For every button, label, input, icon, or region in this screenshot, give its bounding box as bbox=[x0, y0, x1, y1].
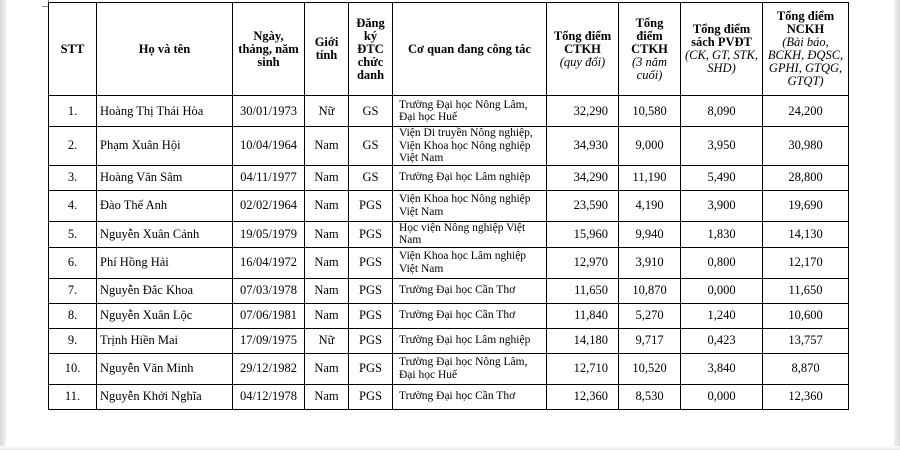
cell-title: PGS bbox=[349, 190, 393, 221]
header-ctkh3-main: Tổng điểm CTKH bbox=[631, 15, 668, 56]
header-nckh-main: Tổng điểm NCKH bbox=[776, 9, 835, 36]
cell-dob: 07/03/1978 bbox=[233, 278, 305, 303]
cell-ctkh3: 3,910 bbox=[619, 247, 681, 278]
cell-gender: Nam bbox=[305, 190, 349, 221]
table-row bbox=[49, 221, 849, 247]
cell-gender: Nam bbox=[305, 353, 349, 384]
cell-org: Viện Khoa học Lâm nghiệp Việt Nam bbox=[393, 247, 547, 278]
header-ctkh-sub: (quy đổi) bbox=[559, 54, 606, 69]
cell-stt: 2. bbox=[49, 127, 97, 166]
cell-dob: 10/04/1964 bbox=[233, 127, 305, 166]
cell-title: PGS bbox=[349, 328, 393, 353]
table-header-row bbox=[49, 3, 849, 96]
cell-stt: 7. bbox=[49, 278, 97, 303]
cell-stt: 3. bbox=[49, 165, 97, 190]
cell-pvdt: 1,240 bbox=[681, 303, 763, 328]
cell-gender: Nam bbox=[305, 303, 349, 328]
header-nckh-sub: (Bài báo, BCKH, ĐQSC, GPHI, GTQG, GTQT) bbox=[767, 35, 844, 88]
cell-nckh: 8,870 bbox=[763, 353, 849, 384]
cell-name: Nguyễn Khởi Nghĩa bbox=[97, 384, 233, 409]
cell-stt: 11. bbox=[49, 384, 97, 409]
cell-nckh: 11,650 bbox=[763, 278, 849, 303]
cell-pvdt: 3,840 bbox=[681, 353, 763, 384]
header-name: Họ và tên bbox=[97, 3, 233, 96]
table-row bbox=[49, 165, 849, 190]
cell-title: GS bbox=[349, 165, 393, 190]
header-pvdt-main: Tổng điểm sách PVĐT bbox=[691, 22, 752, 49]
header-pvdt bbox=[681, 3, 763, 96]
cell-ctkh: 12,970 bbox=[547, 247, 619, 278]
cell-dob: 17/09/1975 bbox=[233, 328, 305, 353]
table-row bbox=[49, 127, 849, 166]
cell-ctkh3: 10,520 bbox=[619, 353, 681, 384]
cell-title: PGS bbox=[349, 303, 393, 328]
cell-title: PGS bbox=[349, 221, 393, 247]
cell-ctkh: 34,930 bbox=[547, 127, 619, 166]
cell-org: Trường Đại học Nông Lâm, Đại học Huế bbox=[393, 96, 547, 127]
cell-ctkh3: 9,940 bbox=[619, 221, 681, 247]
header-ctkh3 bbox=[619, 3, 681, 96]
cell-name: Trịnh Hiền Mai bbox=[97, 328, 233, 353]
cell-dob: 19/05/1979 bbox=[233, 221, 305, 247]
header-org: Cơ quan đang công tác bbox=[393, 3, 547, 96]
header-pvdt-sub: (CK, GT, STK, SHD) bbox=[684, 48, 759, 75]
header-dob: Ngày, tháng, năm sinh bbox=[233, 3, 305, 96]
cell-ctkh: 12,360 bbox=[547, 384, 619, 409]
table-row bbox=[49, 353, 849, 384]
cell-ctkh: 12,710 bbox=[547, 353, 619, 384]
table-row bbox=[49, 190, 849, 221]
header-nckh bbox=[763, 3, 849, 96]
cell-nckh: 19,690 bbox=[763, 190, 849, 221]
header-ctkh bbox=[547, 3, 619, 96]
cell-ctkh3: 5,270 bbox=[619, 303, 681, 328]
cell-stt: 10. bbox=[49, 353, 97, 384]
cell-pvdt: 0,000 bbox=[681, 278, 763, 303]
cell-dob: 30/01/1973 bbox=[233, 96, 305, 127]
cell-title: PGS bbox=[349, 353, 393, 384]
cell-gender: Nữ bbox=[305, 328, 349, 353]
cell-gender: Nam bbox=[305, 221, 349, 247]
cell-dob: 29/12/1982 bbox=[233, 353, 305, 384]
cell-gender: Nam bbox=[305, 165, 349, 190]
cell-pvdt: 5,490 bbox=[681, 165, 763, 190]
cell-ctkh: 14,180 bbox=[547, 328, 619, 353]
cell-nckh: 13,757 bbox=[763, 328, 849, 353]
cell-ctkh: 32,290 bbox=[547, 96, 619, 127]
cell-org: Viện Di truyền Nông nghiệp, Viện Khoa học Nông nghiệp Việt Nam bbox=[393, 127, 547, 166]
cell-gender: Nam bbox=[305, 384, 349, 409]
table-row bbox=[49, 247, 849, 278]
header-ctkh3-sub: (3 năm cuối) bbox=[631, 54, 668, 82]
cell-ctkh3: 8,530 bbox=[619, 384, 681, 409]
cell-org: Trường Đại học Cần Thơ bbox=[393, 384, 547, 409]
cell-dob: 04/12/1978 bbox=[233, 384, 305, 409]
table-row bbox=[49, 303, 849, 328]
cell-title: PGS bbox=[349, 278, 393, 303]
cell-pvdt: 0,800 bbox=[681, 247, 763, 278]
cell-dob: 07/06/1981 bbox=[233, 303, 305, 328]
cell-ctkh3: 4,190 bbox=[619, 190, 681, 221]
cell-org: Viện Khoa học Nông nghiệp Việt Nam bbox=[393, 190, 547, 221]
cell-pvdt: 8,090 bbox=[681, 96, 763, 127]
cell-ctkh3: 9,000 bbox=[619, 127, 681, 166]
cell-org: Trường Đại học Nông Lâm, Đại học Huế bbox=[393, 353, 547, 384]
cell-name: Hoàng Thị Thái Hòa bbox=[97, 96, 233, 127]
cell-nckh: 12,360 bbox=[763, 384, 849, 409]
cell-pvdt: 1,830 bbox=[681, 221, 763, 247]
cell-org: Học viện Nông nghiệp Việt Nam bbox=[393, 221, 547, 247]
right-page-edge bbox=[894, 0, 900, 450]
cell-org: Trường Đại học Lâm nghiệp bbox=[393, 328, 547, 353]
cell-org: Trường Đại học Lâm nghiệp bbox=[393, 165, 547, 190]
cell-stt: 6. bbox=[49, 247, 97, 278]
cell-stt: 9. bbox=[49, 328, 97, 353]
cell-name: Nguyễn Xuân Lộc bbox=[97, 303, 233, 328]
cell-nckh: 10,600 bbox=[763, 303, 849, 328]
cell-stt: 1. bbox=[49, 96, 97, 127]
header-ctkh-main: Tổng điểm CTKH bbox=[553, 28, 612, 56]
cell-ctkh3: 11,190 bbox=[619, 165, 681, 190]
cell-pvdt: 3,950 bbox=[681, 127, 763, 166]
cell-ctkh: 11,840 bbox=[547, 303, 619, 328]
cell-stt: 8. bbox=[49, 303, 97, 328]
cell-dob: 04/11/1977 bbox=[233, 165, 305, 190]
cell-nckh: 12,170 bbox=[763, 247, 849, 278]
cell-stt: 5. bbox=[49, 221, 97, 247]
cell-ctkh: 11,650 bbox=[547, 278, 619, 303]
table-row bbox=[49, 384, 849, 409]
cell-ctkh: 23,590 bbox=[547, 190, 619, 221]
cell-name: Hoàng Văn Sâm bbox=[97, 165, 233, 190]
cell-gender: Nam bbox=[305, 278, 349, 303]
table-row bbox=[49, 278, 849, 303]
cell-title: GS bbox=[349, 127, 393, 166]
cell-name: Phí Hồng Hải bbox=[97, 247, 233, 278]
candidate-table bbox=[48, 2, 849, 410]
cell-name: Nguyễn Văn Minh bbox=[97, 353, 233, 384]
cell-ctkh3: 10,870 bbox=[619, 278, 681, 303]
bottom-page-edge bbox=[0, 446, 900, 450]
cell-pvdt: 3,900 bbox=[681, 190, 763, 221]
cell-name: Đào Thế Anh bbox=[97, 190, 233, 221]
header-stt: STT bbox=[49, 3, 97, 96]
cell-ctkh3: 9,717 bbox=[619, 328, 681, 353]
cell-title: PGS bbox=[349, 384, 393, 409]
cell-ctkh3: 10,580 bbox=[619, 96, 681, 127]
cell-gender: Nữ bbox=[305, 96, 349, 127]
cell-gender: Nam bbox=[305, 247, 349, 278]
cell-stt: 4. bbox=[49, 190, 97, 221]
cell-dob: 16/04/1972 bbox=[233, 247, 305, 278]
cell-title: GS bbox=[349, 96, 393, 127]
cell-nckh: 14,130 bbox=[763, 221, 849, 247]
header-gender: Giới tính bbox=[305, 3, 349, 96]
document-page bbox=[6, 0, 894, 450]
cell-name: Nguyễn Đắc Khoa bbox=[97, 278, 233, 303]
cell-ctkh: 15,960 bbox=[547, 221, 619, 247]
cell-nckh: 24,200 bbox=[763, 96, 849, 127]
cell-org: Trường Đại học Cần Thơ bbox=[393, 278, 547, 303]
cell-pvdt: 0,423 bbox=[681, 328, 763, 353]
cell-org: Trường Đại học Cần Thơ bbox=[393, 303, 547, 328]
table-row bbox=[49, 328, 849, 353]
cell-pvdt: 0,000 bbox=[681, 384, 763, 409]
cell-dob: 02/02/1964 bbox=[233, 190, 305, 221]
cell-title: PGS bbox=[349, 247, 393, 278]
cell-name: Phạm Xuân Hội bbox=[97, 127, 233, 166]
cell-gender: Nam bbox=[305, 127, 349, 166]
header-title: Đăng ký ĐTC chức danh bbox=[349, 3, 393, 96]
cell-name: Nguyễn Xuân Cảnh bbox=[97, 221, 233, 247]
cell-nckh: 28,800 bbox=[763, 165, 849, 190]
table-row bbox=[49, 96, 849, 127]
cell-nckh: 30,980 bbox=[763, 127, 849, 166]
cell-ctkh: 34,290 bbox=[547, 165, 619, 190]
